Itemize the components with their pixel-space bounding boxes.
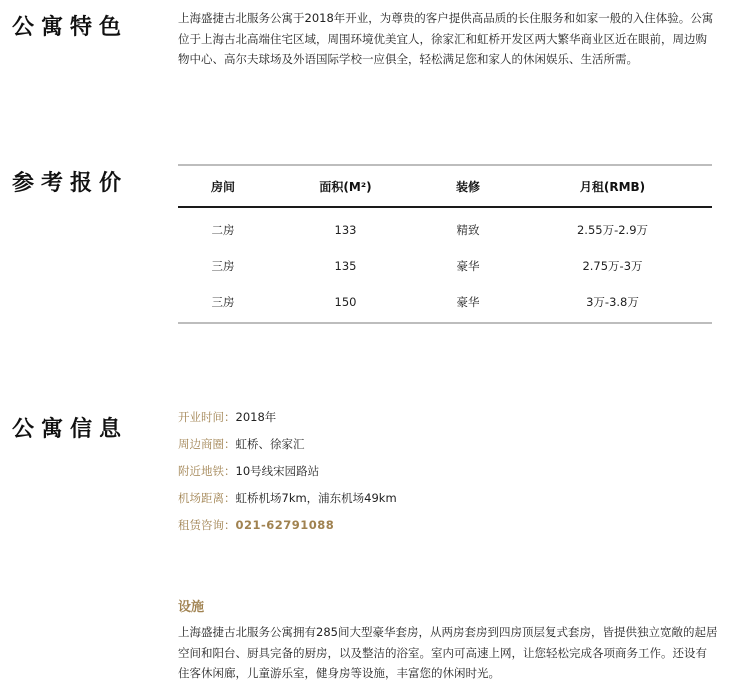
- info-label: 周边商圈：: [178, 437, 236, 451]
- price-table-header-row: [178, 165, 712, 207]
- table-cell-rent: 2.55万-2.9万: [576, 223, 649, 237]
- table-cell-decoration: 精致: [456, 223, 480, 237]
- facilities-description: 上海盛捷古北服务公寓拥有285间大型豪华套房，从两房套房到四房顶层复式套房，皆提供独立宽敞的起居空间和阳台、厨具完备的厨房，以及整洁的浴室。室内可高速上网，让您轻松完成各项商务工作。还设有住客休闲廊，儿童游乐室，健身房等设施，丰富您的休闲时光。: [178, 625, 718, 680]
- info-list: [178, 408, 397, 543]
- info-label: 附近地铁：: [178, 464, 236, 478]
- pricing-heading: 参考报价: [12, 171, 129, 196]
- contact-phone-link[interactable]: 021-62791088: [235, 518, 335, 532]
- table-cell-decoration: 豪华: [456, 295, 480, 309]
- info-label: 开业时间：: [178, 410, 236, 424]
- info-value: 虹桥机场7km，浦东机场49km: [235, 491, 397, 505]
- table-cell-rent: 2.75万-3万: [582, 259, 643, 273]
- info-value: 10号线宋园路站: [235, 464, 320, 478]
- price-table: [178, 164, 712, 324]
- column-header-rent: 月租(RMB): [579, 179, 646, 194]
- table-cell-area: 133: [334, 223, 357, 237]
- table-cell-area: 150: [334, 295, 357, 309]
- info-heading: 公寓信息: [12, 417, 129, 442]
- info-value: 虹桥、徐家汇: [235, 437, 305, 451]
- features-description: 上海盛捷古北服务公寓于2018年开业，为尊贵的客户提供高品质的长住服务和如家一般的入住体验。公寓位于上海古北高端住宅区域，周围环境优美宜人，徐家汇和虹桥开发区两大繁华商业区近在眼前，周边购物中心、高尔夫球场及外语国际学校一应俱全，轻松满足您和家人的休闲娱乐、生活所需。: [178, 11, 714, 66]
- column-header-decoration: 装修: [455, 179, 480, 194]
- table-row: [178, 284, 712, 323]
- table-cell-decoration: 豪华: [456, 259, 480, 273]
- info-value: 2018年: [235, 410, 277, 424]
- info-item-contact: [178, 516, 397, 543]
- table-cell-room: 二房: [211, 223, 235, 237]
- facilities-heading: 设施: [178, 600, 205, 615]
- table-cell-room: 三房: [211, 259, 235, 273]
- column-header-area: 面积(M²): [319, 179, 372, 194]
- info-label: 租赁咨询：: [178, 518, 236, 532]
- info-item-business-district: [178, 435, 397, 462]
- table-row: [178, 207, 712, 248]
- table-row: [178, 248, 712, 284]
- table-cell-rent: 3万-3.8万: [586, 295, 639, 309]
- table-cell-area: 135: [334, 259, 357, 273]
- info-item-metro: [178, 462, 397, 489]
- column-header-room: 房间: [210, 179, 235, 194]
- info-label: 机场距离：: [178, 491, 236, 505]
- table-cell-room: 三房: [211, 295, 235, 309]
- info-item-opening: [178, 408, 397, 435]
- features-heading: 公寓特色: [12, 15, 129, 40]
- info-item-airport: [178, 489, 397, 516]
